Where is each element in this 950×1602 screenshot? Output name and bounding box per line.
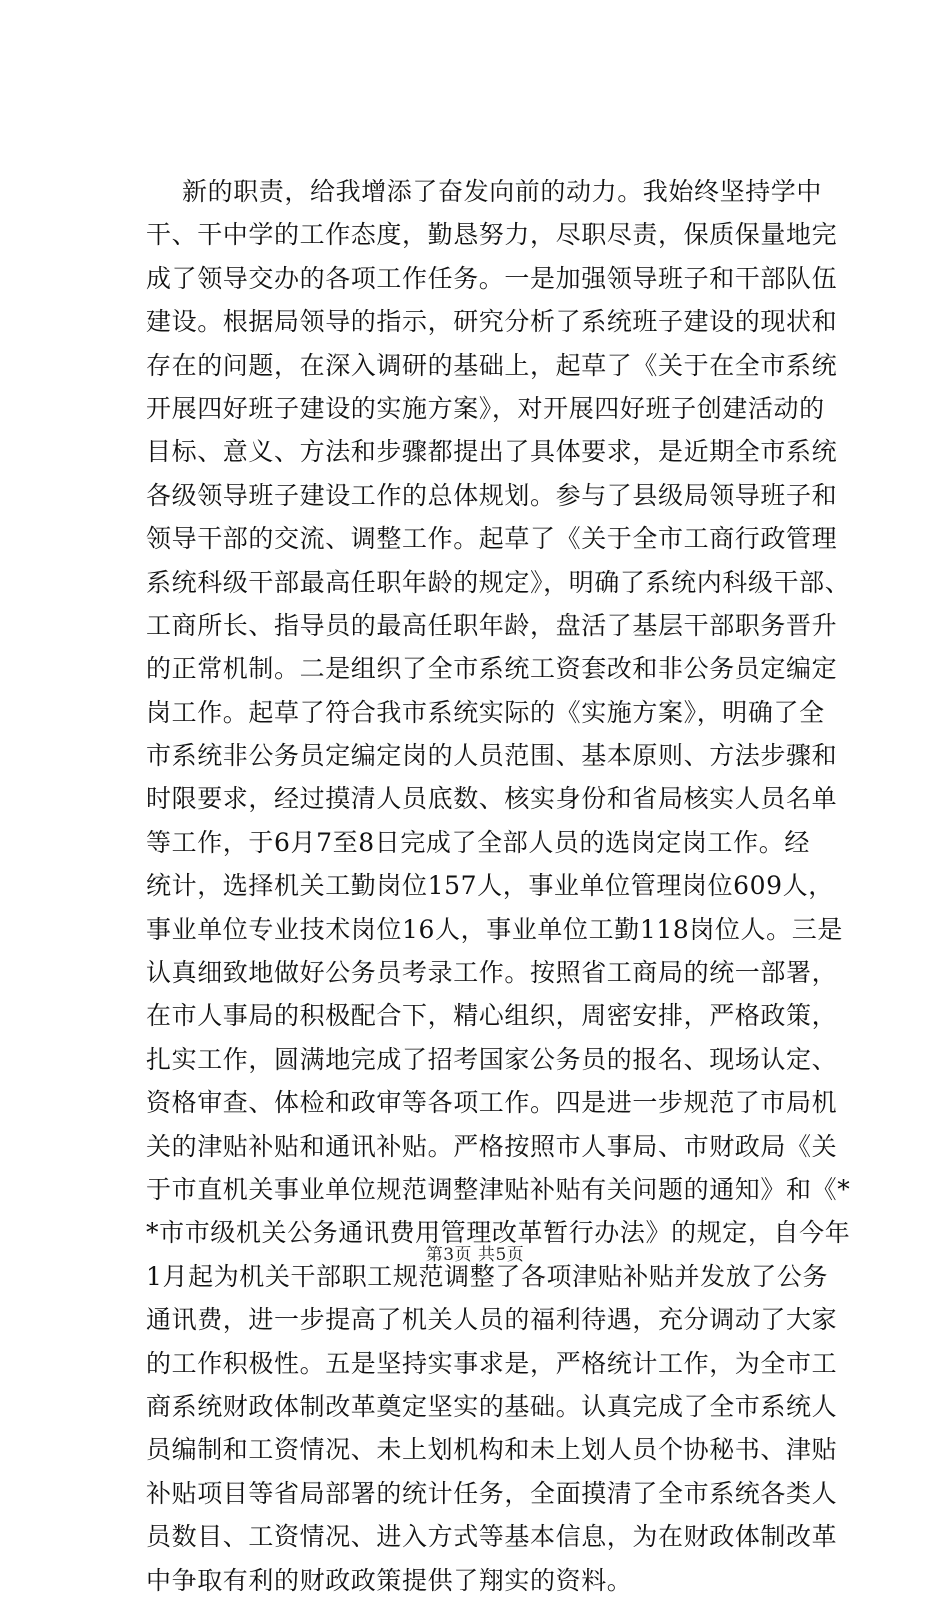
text-line: 于市直机关事业单位规范调整津贴补贴有关问题的通知》和《* [146,1174,851,1204]
text-line: 事业单位专业技术岗位16人，事业单位工勤118岗位人。三是 [146,914,843,944]
text-line: 认真细致地做好公务员考录工作。按照省工商局的统一部署， [146,958,838,988]
text-line: 员编制和工资情况、未上划机构和未上划人员个协秘书、津贴 [146,1435,838,1465]
text-line: 员数目、工资情况、进入方式等基本信息，为在财政体制改革 [146,1522,838,1552]
text-line: 干、干中学的工作态度，勤恳努力，尽职尽责，保质保量地完 [146,220,838,250]
text-line: 关的津贴补贴和通讯补贴。严格按照市人事局、市财政局《关 [146,1131,838,1161]
text-line: 目标、意义、方法和步骤都提出了具体要求，是近期全市系统 [146,437,838,467]
text-line: 时限要求，经过摸清人员底数、核实身份和省局核实人员名单 [146,784,838,814]
text-line: 中争取有利的财政政策提供了翔实的资料。 [146,1565,633,1595]
text-line: 通讯费，进一步提高了机关人员的福利待遇，充分调动了大家 [146,1305,838,1335]
body-paragraph [146,170,851,1602]
text-line: 统计，选择机关工勤岗位157人，事业单位管理岗位609人， [146,871,834,901]
text-line: 新的职责，给我增添了奋发向前的动力。我始终坚持学中 [182,177,823,206]
text-line: 商系统财政体制改革奠定坚实的基础。认真完成了全市系统人 [146,1391,838,1421]
text-line: 建设。根据局领导的指示，研究分析了系统班子建设的现状和 [146,307,838,337]
text-line: 市系统非公务员定编定岗的人员范围、基本原则、方法步骤和 [146,741,838,771]
text-line: 系统科级干部最高任职年龄的规定》，明确了系统内科级干部、 [146,567,851,597]
text-line: 领导干部的交流、调整工作。起草了《关于全市工商行政管理 [146,524,838,554]
text-line: 工商所长、指导员的最高任职年龄，盘活了基层干部职务晋升 [146,610,838,640]
text-line: 各级领导班子建设工作的总体规划。参与了县级局领导班子和 [146,480,838,510]
text-line: 1月起为机关干部职工规范调整了各项津贴补贴并发放了公务 [146,1261,829,1291]
text-line: 扎实工作，圆满地完成了招考国家公务员的报名、现场认定、 [146,1044,838,1074]
page-footer: 第3页 共5页 [425,1245,525,1265]
text-line: 在市人事局的积极配合下，精心组织，周密安排，严格政策， [146,1001,838,1031]
text-line: 的工作积极性。五是坚持实事求是，严格统计工作，为全市工 [146,1348,838,1378]
text-line: 等工作，于6月7至8日完成了全部人员的选岗定岗工作。经 [146,827,810,857]
text-line: 开展四好班子建设的实施方案》，对开展四好班子创建活动的 [146,393,825,423]
text-line: *市市级机关公务通讯费用管理改革暂行办法》的规定，自今年 [146,1218,851,1248]
text-line: 岗工作。起草了符合我市系统实际的《实施方案》，明确了全 [146,697,825,727]
text-line: 资格审查、体检和政审等各项工作。四是进一步规范了市局机 [146,1088,838,1118]
text-line: 补贴项目等省局部署的统计任务，全面摸清了全市系统各类人 [146,1478,838,1508]
text-line: 成了领导交办的各项工作任务。一是加强领导班子和干部队伍 [146,263,838,293]
text-line: 的正常机制。二是组织了全市系统工资套改和非公务员定编定 [146,654,838,684]
text-line: 存在的问题，在深入调研的基础上，起草了《关于在全市系统 [146,350,838,380]
